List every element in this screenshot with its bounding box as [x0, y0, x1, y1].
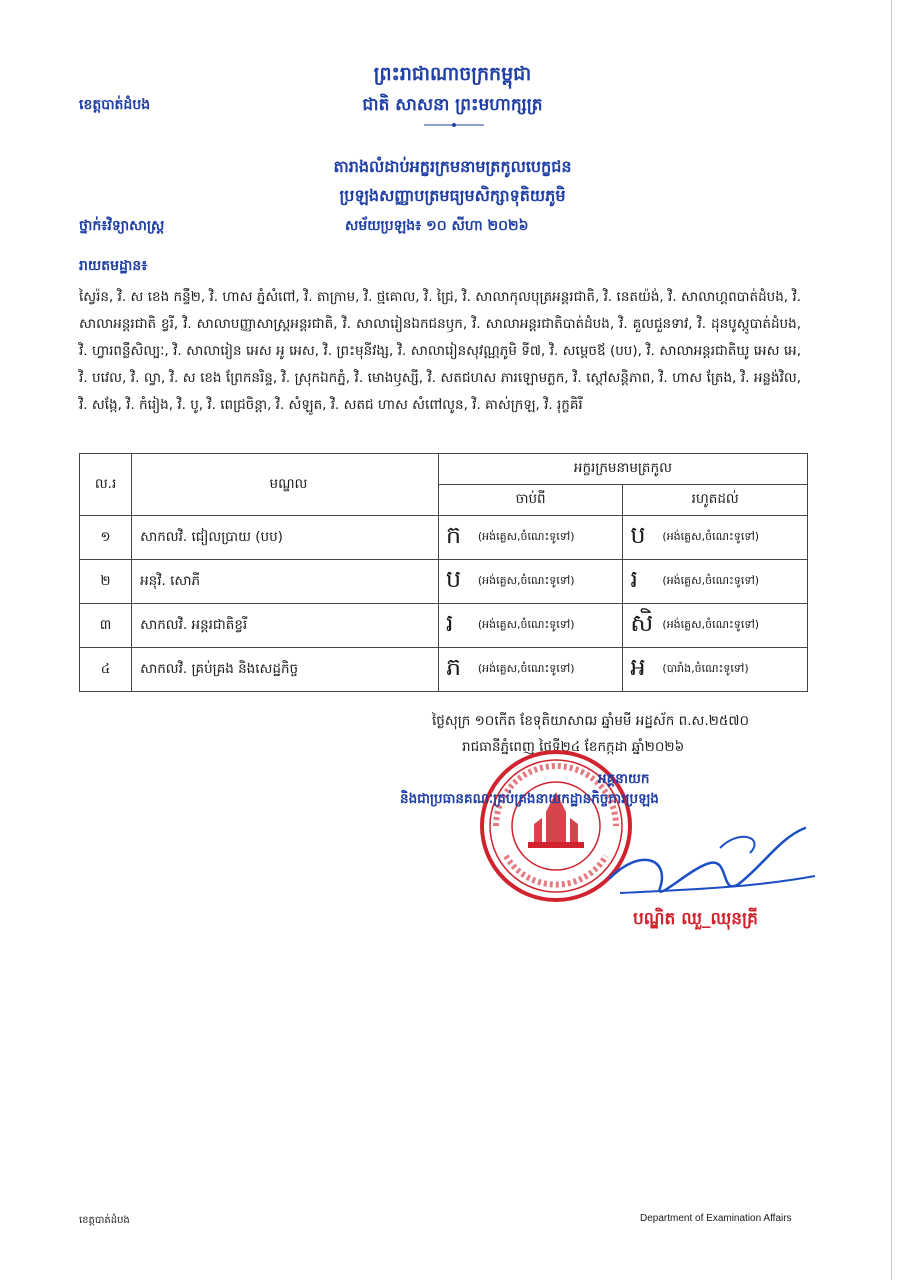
footer-province: ខេត្តបាត់ដំបង — [79, 1215, 130, 1226]
ornament-divider — [424, 122, 484, 128]
signatory-position: និងជាប្រធានគណៈគ្រប់គ្រងនាយកដ្ឋានកិច្ចការប្រឡង — [400, 791, 659, 807]
to-qualifier: (អង់គ្លេស,ចំណេះទូទៅ) — [662, 573, 760, 587]
exam-center: សាកលវិ. អន្តរជាតិខ្វរី — [132, 604, 439, 648]
to-cell — [623, 560, 808, 604]
province-label: ខេត្តបាត់ដំបង — [79, 97, 151, 113]
from-cell — [438, 604, 623, 648]
exam-center: សាកលវិ. ជៀលប្រាយ (បប) — [132, 516, 439, 560]
header-range: អក្ខរក្រមនាមត្រកូល — [438, 454, 807, 485]
lunar-date: ថ្ងៃសុក្រ ១០កើត ខែទុតិយាសាឍ ឆ្នាំមមី អដ្ឋស័ក ព.ស.២៥៧០ — [432, 713, 750, 729]
to-letter: សិ — [630, 609, 654, 637]
from-qualifier: (អង់គ្លេស,ចំណេះទូទៅ) — [477, 617, 575, 631]
header-center: មណ្ឌល — [132, 454, 439, 516]
kingdom-heading: ព្រះរាជាណាចក្រកម្ពុជា — [373, 63, 532, 85]
document-subtitle: ប្រឡងសញ្ញាបត្រមធ្យមសិក្សាទុតិយភូមិ — [339, 186, 566, 205]
header-from: ចាប់ពី — [438, 485, 623, 516]
to-cell — [623, 516, 808, 560]
from-cell — [438, 560, 623, 604]
handwritten-signature — [600, 808, 830, 918]
to-cell — [623, 648, 808, 692]
header-to: រហូតដល់ — [623, 485, 808, 516]
to-qualifier: (បារាំង,ចំណេះទូទៅ) — [662, 661, 749, 675]
row-number: ១ — [80, 516, 132, 560]
motto-heading: ជាតិ សាសនា ព្រះមហាក្សត្រ — [362, 95, 543, 115]
exam-center: សាកលវិ. គ្រប់គ្រង និងសេដ្ឋកិច្ច — [132, 648, 439, 692]
row-number: ៣ — [80, 604, 132, 648]
from-letter: ប — [445, 565, 462, 593]
document-title: តារាងលំដាប់អក្ខរក្រមនាមត្រកូលបេក្ខជន — [333, 157, 572, 176]
exam-sites-list: ស្វៃរ៉ន, វិ. ស ខេង កន្ទឺ២, វិ. ហាស ភ្នំសំពៅ, វិ. តាក្រាម, វិ. ថ្មគោល, វិ. ជ្រៃ, វិ. សាលាកុលបុត្រអន្តរជាតិ, វិ. នេតយ៉ង់, វិ. សាលាហ្គពបាត់ដំបង, វិ. សាលាអន្តរជាតិ ខ្វរី, វិ. សាលាបញ្ញាសាស្ត្រអន្តរជាតិ, វិ. សាលារៀនឯកជនឫក, វិ. សាលាអន្តរជាតិបាត់ដំបង, វិ. គួលជួនទាវ, វិ. ដុនបូស្កូបាត់ដំបង, វិ. ហ្វារពន្លឺសិល្បៈ, វិ. សាលារៀន អេស អូ អេស, វិ. ព្រះមុនីវង្ស, វិ. សាលារៀនសុវណ្ណភូមិ ទី៧, វិ. សម្តេចឪ (បប), វិ. សាលាអន្តរជាតិឃូ អេស អេ, វិ. បវេល, វិ. ល្វា, វិ. ស ខេង ព្រែកនរិន្ទ, វិ. ស្រុកឯកភ្នំ, វិ. មោងឫស្សី, វិ. សតជហស ភារឡោមភ្លក, វិ. ស្តៅសន្តិភាព, វិ. ហាស ត្រែង, វិ. អន្លង់វិល, វិ. សង្កែ, វិ. កំរៀង, វិ. បូ, វិ. ពេជ្រចិន្តា, វិ. សំឡូត, វិ. សតជ ហាស សំពៅលូន, វិ. គាស់ក្រឡ, វិ. រុក្ខគិរី — [79, 289, 801, 413]
table-row — [80, 560, 808, 604]
to-cell — [623, 604, 808, 648]
signatory-title: អគ្គនាយក — [598, 771, 650, 787]
exam-sites-heading: រាយតមដ្ឋាន៖ — [79, 258, 148, 274]
to-qualifier: (អង់គ្លេស,ចំណេះទូទៅ) — [662, 617, 760, 631]
from-qualifier: (អង់គ្លេស,ចំណេះទូទៅ) — [477, 661, 575, 675]
subject-label: ថ្នាក់៖វិទ្យាសាស្ត្រ — [79, 218, 165, 234]
from-letter: ភ — [445, 653, 462, 681]
to-letter: ប — [630, 521, 646, 549]
table-row — [80, 648, 808, 692]
from-letter: រ — [445, 609, 454, 637]
row-number: ៤ — [80, 648, 132, 692]
to-qualifier: (អង់គ្លេស,ចំណេះទូទៅ) — [662, 529, 760, 543]
from-letter: ក — [445, 521, 462, 549]
page-edge-line — [891, 0, 892, 1280]
exam-session: សម័យប្រឡង៖ ១០ សីហា ២០២៦ — [345, 218, 529, 234]
footer-department: Department of Examination Affairs — [640, 1213, 792, 1224]
signatory-name: បណ្ឌិត ឈួ_ឈុនគ្រី — [633, 909, 758, 929]
from-cell — [438, 516, 623, 560]
table-row — [80, 604, 808, 648]
row-number: ២ — [80, 560, 132, 604]
table-row — [80, 516, 808, 560]
to-letter: អ — [630, 653, 646, 681]
alphabet-range-table — [79, 453, 808, 692]
header-no: ល.រ — [80, 454, 132, 516]
from-qualifier: (អង់គ្លេស,ចំណេះទូទៅ) — [477, 573, 575, 587]
from-cell — [438, 648, 623, 692]
from-qualifier: (អង់គ្លេស,ចំណេះទូទៅ) — [477, 529, 575, 543]
to-letter: រ — [630, 565, 639, 593]
exam-center: អនុវិ. សោភី — [132, 560, 439, 604]
solar-date: រាជធានីភ្នំពេញ ថ្ងៃទី២៤ ខែកក្កដា ឆ្នាំ២០២៦ — [462, 739, 685, 755]
